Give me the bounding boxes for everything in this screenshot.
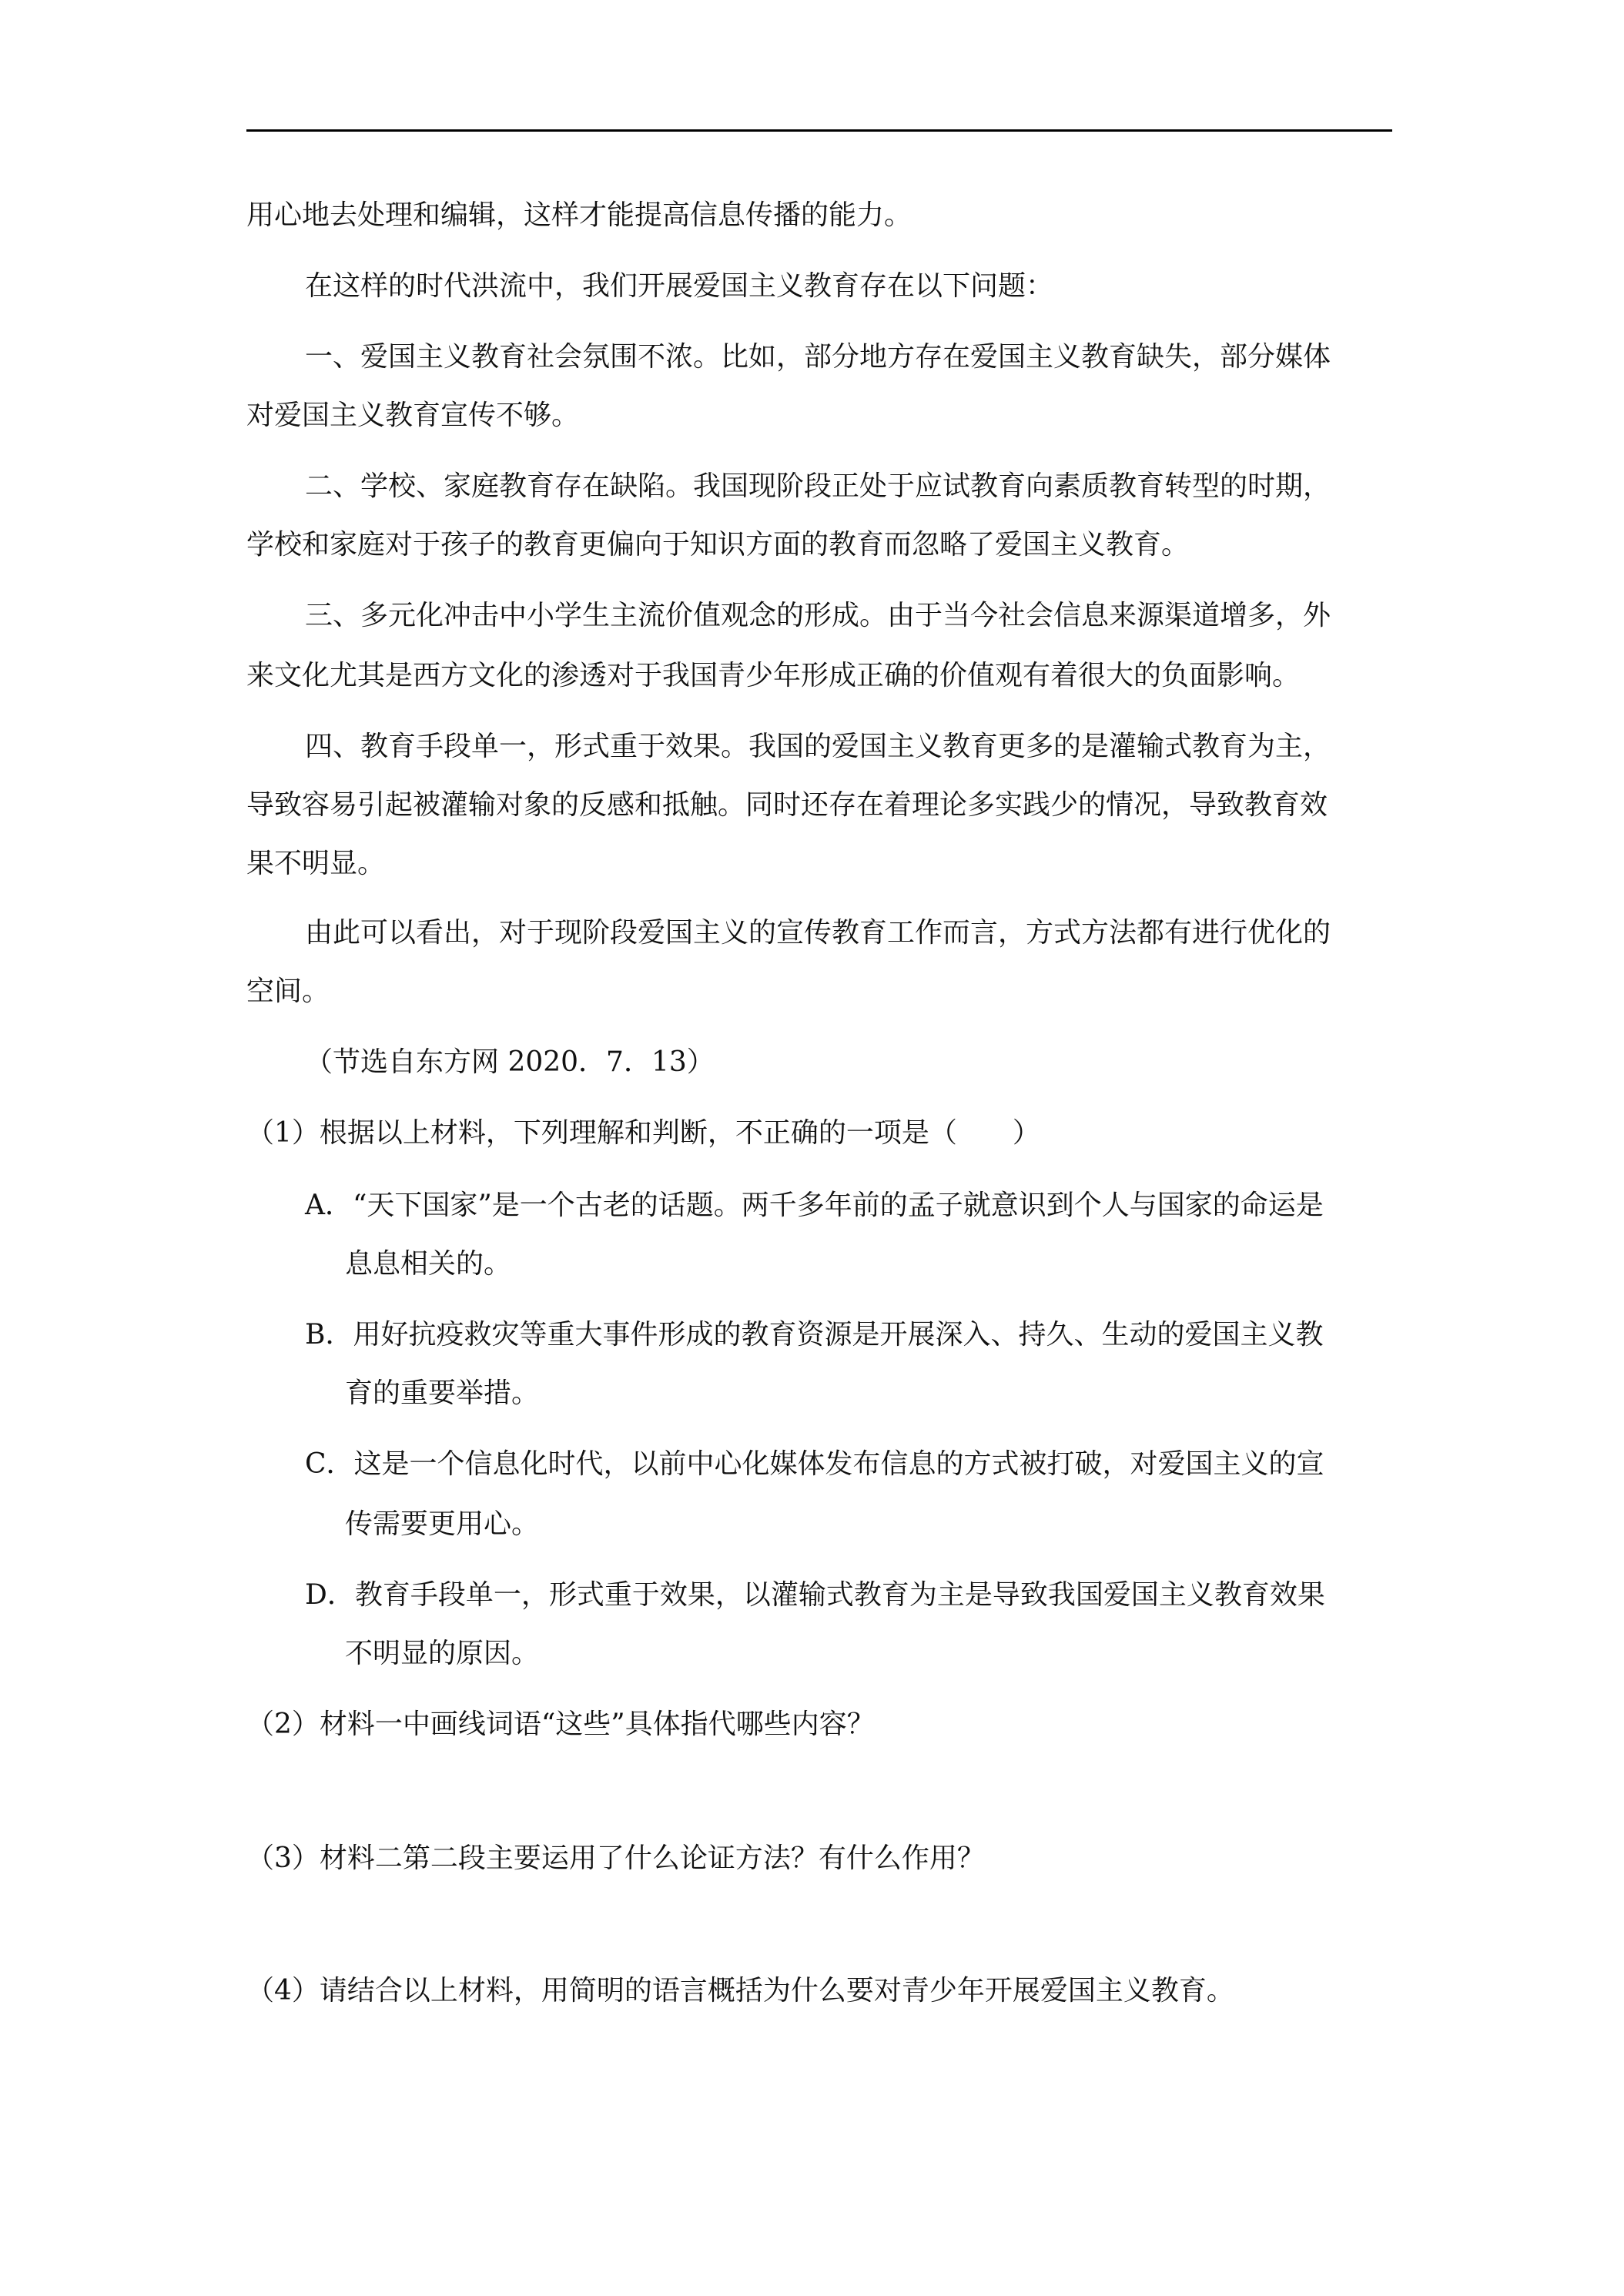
option-d: D．教育手段单一，形式重于效果，以灌输式教育为主是导致我国爱国主义教育效果	[305, 1579, 1325, 1611]
paragraph-line: 二、学校、家庭教育存在缺陷。我国现阶段正处于应试教育向素质教育转型的时期，	[305, 470, 1331, 502]
paragraph-line: 导致容易引起被灌输对象的反感和抵触。同时还存在着理论多实践少的情况，导致教育效	[246, 789, 1328, 821]
option-a: A．“天下国家”是一个古老的话题。两千多年前的孟子就意识到个人与国家的命运是	[305, 1190, 1324, 1221]
question-1: （1）根据以上材料，下列理解和判断，不正确的一项是（ ）	[246, 1117, 1040, 1149]
paragraph-line: 由此可以看出，对于现阶段爱国主义的宣传教育工作而言，方式方法都有进行优化的	[305, 917, 1331, 949]
option-a-cont: 息息相关的。	[345, 1248, 512, 1280]
question-3: （3）材料二第二段主要运用了什么论证方法？有什么作用？	[246, 1842, 985, 1874]
source-citation: （节选自东方网 2020．7．13）	[305, 1046, 715, 1078]
paragraph-line: 果不明显。	[246, 848, 386, 879]
option-b-cont: 育的重要举措。	[345, 1377, 540, 1409]
paragraph-line: 用心地去处理和编辑，这样才能提高信息传播的能力。	[246, 199, 912, 231]
paragraph-line: 对爱国主义教育宣传不够。	[246, 400, 580, 431]
header-rule	[246, 129, 1392, 132]
paragraph-line: 四、教育手段单一，形式重于效果。我国的爱国主义教育更多的是灌输式教育为主，	[305, 731, 1331, 762]
option-b: B．用好抗疫救灾等重大事件形成的教育资源是开展深入、持久、生动的爱国主义教	[305, 1319, 1324, 1350]
question-2: （2）材料一中画线词语“这些”具体指代哪些内容？	[246, 1709, 875, 1740]
option-c: C．这是一个信息化时代，以前中心化媒体发布信息的方式被打破，对爱国主义的宣	[305, 1448, 1324, 1480]
paragraph-line: 一、爱国主义教育社会氛围不浓。比如，部分地方存在爱国主义教育缺失，部分媒体	[305, 341, 1331, 373]
paragraph-line: 来文化尤其是西方文化的渗透对于我国青少年形成正确的价值观有着很大的负面影响。	[246, 660, 1301, 691]
question-4: （4）请结合以上材料，用简明的语言概括为什么要对青少年开展爱国主义教育。	[246, 1975, 1234, 2006]
option-c-cont: 传需要更用心。	[345, 1508, 540, 1540]
option-d-cont: 不明显的原因。	[345, 1638, 540, 1669]
paragraph-line: 空间。	[246, 976, 330, 1007]
paragraph-line: 在这样的时代洪流中，我们开展爱国主义教育存在以下问题：	[305, 270, 1054, 302]
paragraph-line: 三、多元化冲击中小学生主流价值观念的形成。由于当今社会信息来源渠道增多，外	[305, 600, 1331, 631]
paragraph-line: 学校和家庭对于孩子的教育更偏向于知识方面的教育而忽略了爱国主义教育。	[246, 529, 1190, 561]
